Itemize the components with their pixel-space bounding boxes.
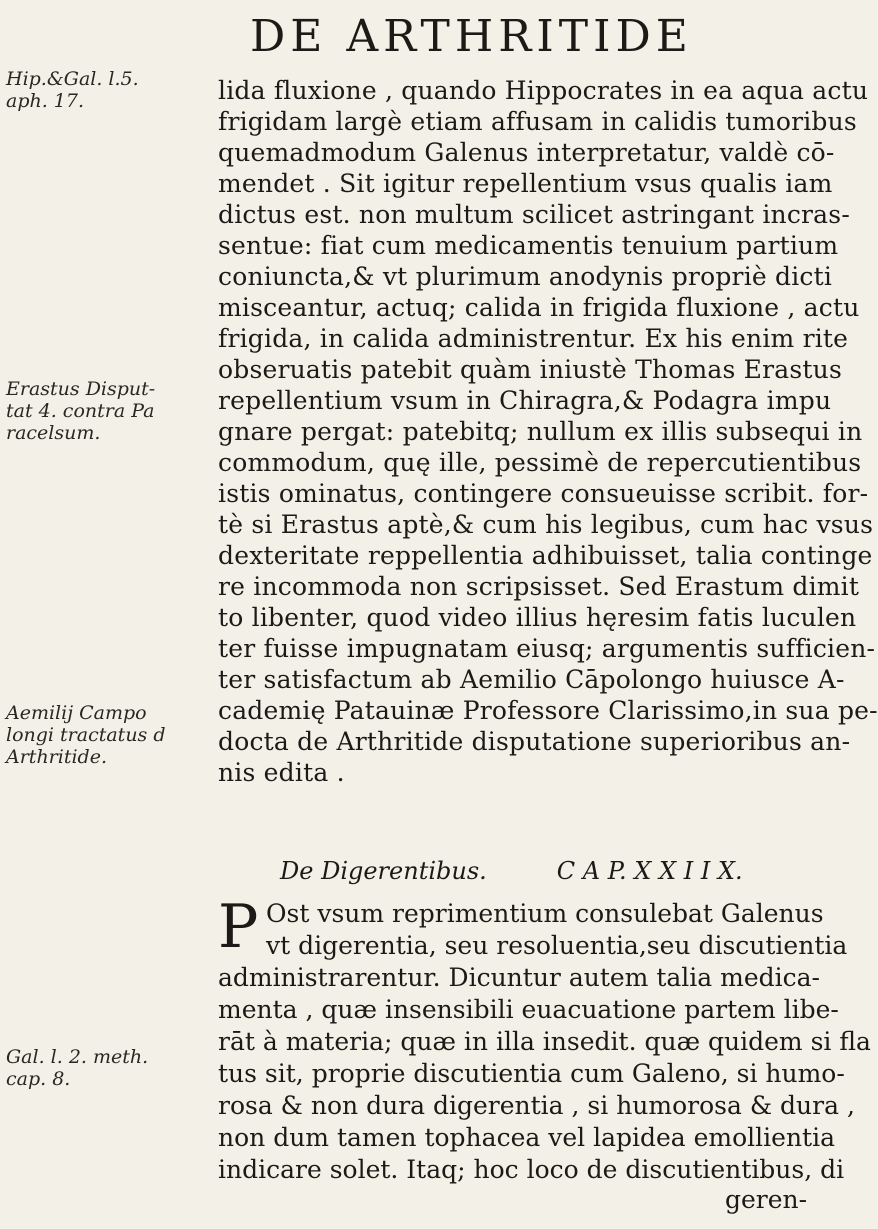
catchword: geren-	[725, 1185, 808, 1214]
text-line: Ost vsum reprimentium consulebat Galenus	[266, 899, 824, 928]
margin-note-line: longi tractatus d	[6, 724, 166, 746]
text-line: tè si Erastus aptè,& cum his legibus, cum hac vsus	[218, 510, 874, 539]
margin-note-line: tat 4. contra Pa	[6, 400, 155, 422]
margin-note-line: Erastus Disput-	[6, 378, 156, 400]
text-line: sentue: fiat cum medicamentis tenuium partium	[218, 231, 839, 260]
text-line: indicare solet. Itaq; hoc loco de discutientibus, di	[218, 1155, 845, 1184]
text-line: menta , quæ insensibili euacuatione partem libe-	[218, 995, 839, 1024]
text-line: cademię Patauinæ Professore Clarissimo,in sua pe-	[218, 696, 878, 725]
text-line: commodum, quę ille, pessimè de repercutientibus	[218, 448, 862, 477]
margin-note-hippocrates	[6, 68, 211, 112]
margin-note-line: racelsum.	[6, 422, 101, 444]
text-line: repellentium vsum in Chiragra,& Podagra impu	[218, 386, 832, 415]
margin-note-line: Hip.&Gal. l.5.	[6, 68, 139, 90]
text-line: non dum tamen tophacea vel lapidea emollientia	[218, 1123, 836, 1152]
text-line: ter satisfactum ab Aemilio Cāpolongo huiusce A-	[218, 665, 845, 694]
text-line: istis ominatus, contingere consueuisse scribit. for-	[218, 479, 869, 508]
margin-note-line: Aemilij Campo	[6, 702, 147, 724]
text-line: administrarentur. Dicuntur autem talia medica-	[218, 963, 820, 992]
text-line: rosa & non dura digerentia , si humorosa & dura ,	[218, 1091, 855, 1120]
body-text	[218, 75, 878, 788]
text-line: re incommoda non scripsisset. Sed Erastum dimit	[218, 572, 860, 601]
text-line: misceantur, actuq; calida in frigida fluxione , actu	[218, 293, 860, 322]
chapter-text	[218, 892, 871, 1186]
text-line: tus sit, proprie discutientia cum Galeno, si humo-	[218, 1059, 845, 1088]
text-line: mendet . Sit igitur repellentium vsus qualis iam	[218, 169, 833, 198]
chapter-number: C A P. X X I I X.	[556, 857, 743, 885]
text-line: obseruatis patebit quàm iniustè Thomas Erastus	[218, 355, 842, 384]
text-line: gnare pergat: patebitq; nullum ex illis subsequi in	[218, 417, 863, 446]
text-line: dictus est. non multum scilicet astringant incras-	[218, 200, 850, 229]
text-line: frigidam largè etiam affusam in calidis tumoribus	[218, 107, 857, 136]
text-line: dexteritate reppellentia adhibuisset, talia continge	[218, 541, 873, 570]
text-line: frigida, in calida administrentur. Ex his enim rite	[218, 324, 849, 353]
margin-note-line: Gal. l. 2. meth.	[6, 1046, 149, 1068]
text-line: rāt à materia; quæ in illa insedit. quæ quidem si fla	[218, 1027, 871, 1056]
text-line: docta de Arthritide disputatione superioribus an-	[218, 727, 851, 756]
margin-note-aemilius	[6, 702, 211, 768]
text-line: quemadmodum Galenus interpretatur, valdè cō-	[218, 138, 835, 167]
text-line: to libenter, quod video illius hęresim fatis luculen	[218, 603, 857, 632]
text-line: lida fluxione , quando Hippocrates in ea aqua actu	[218, 76, 869, 105]
text-line: vt digerentia, seu resoluentia,seu discutientia	[266, 931, 848, 960]
margin-note-line: aph. 17.	[6, 90, 85, 112]
margin-note-line: Arthritide.	[6, 746, 107, 768]
text-line: coniuncta,& vt plurimum anodynis propriè dicti	[218, 262, 833, 291]
margin-note-galen	[6, 1046, 211, 1090]
chapter-heading	[280, 856, 780, 886]
margin-note-line: cap. 8.	[6, 1068, 71, 1090]
drop-cap: P	[218, 892, 259, 962]
running-head: DE ARTHRITIDE	[250, 11, 693, 62]
text-line: nis edita .	[218, 758, 345, 787]
chapter-title: De Digerentibus.	[280, 857, 487, 885]
margin-note-erastus	[6, 378, 211, 444]
margin-notes	[0, 0, 215, 1229]
text-line: ter fuisse impugnatam eiusq; argumentis sufficien-	[218, 634, 876, 663]
